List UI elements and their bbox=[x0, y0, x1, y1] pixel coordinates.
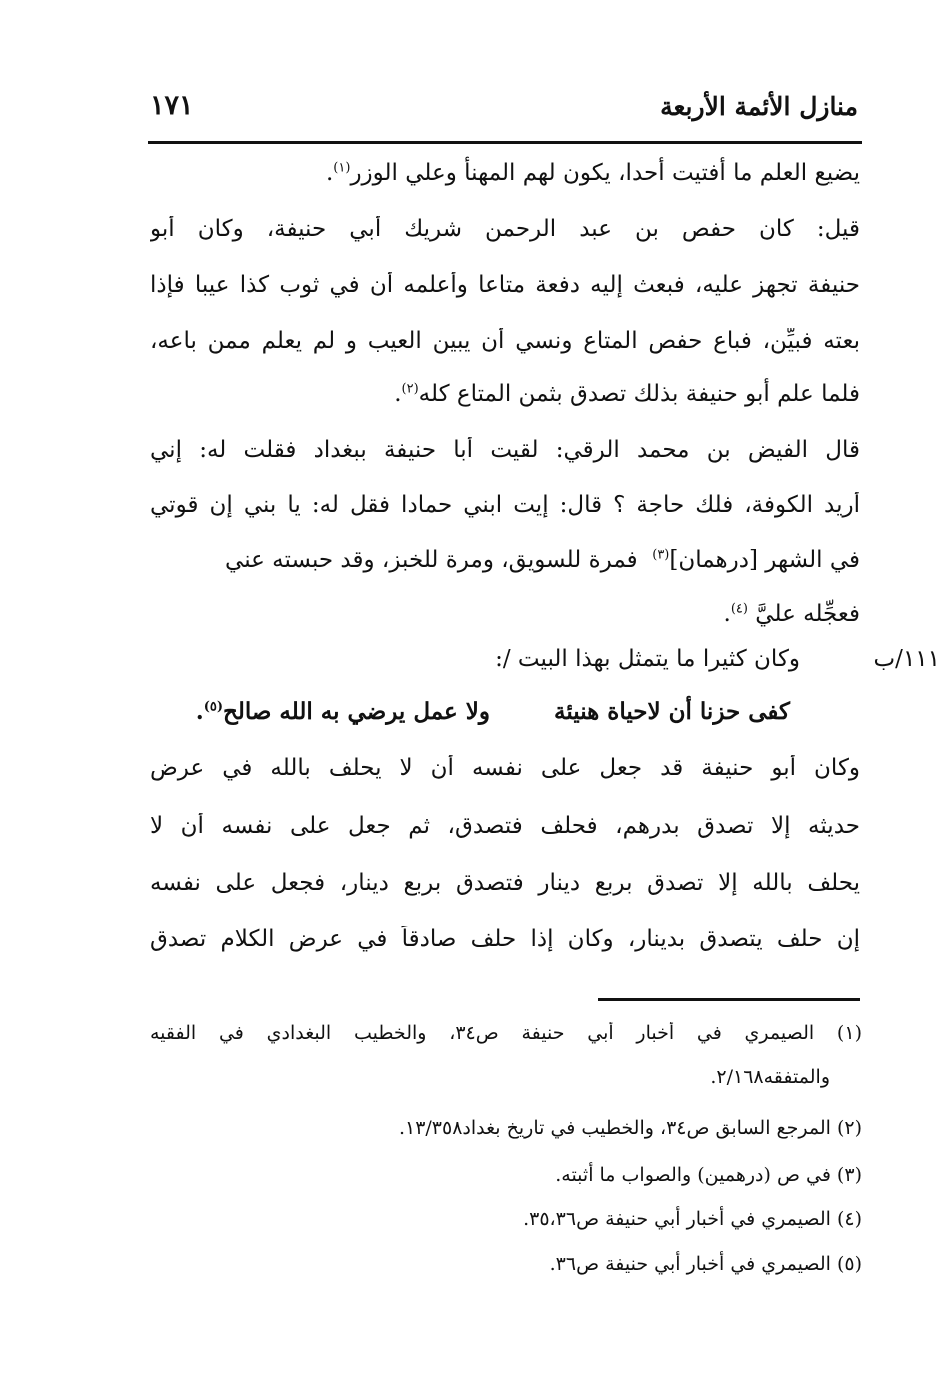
footnote: (١) الصيمري في أخبار أبي حنيفة ص٣٤، والخطيب البغدادي في الفقيه bbox=[150, 1022, 862, 1044]
margin-folio-note: ١١١/ب bbox=[873, 646, 940, 672]
main-text bbox=[150, 0, 860, 1000]
verse-second-hemistich: ولا عمل يرضي به الله صالح$^{(٥)}$. bbox=[195, 698, 490, 725]
text-line: وكان كثيرا ما يتمثل بهذا البيت /: bbox=[495, 646, 800, 672]
text-line: أريد الكوفة، فلك حاجة ؟ قال: إيت ابني حمادا فقل له: يا بني إن قوتي bbox=[150, 492, 860, 518]
running-header-title: منازل الأئمة الأربعة bbox=[660, 92, 858, 121]
text-line: بعته فبيِّن، فباع حفص المتاع ونسي أن يبين العيب و لم يعلم ممن باعه، bbox=[150, 328, 860, 354]
text-line: قال الفيض بن محمد الرقي: لقيت أبا حنيفة ببغداد فقلت له: إني bbox=[150, 437, 860, 463]
text-line: يحلف بالله إلا تصدق بربع دينار فتصدق بربع دينار، فجعل على نفسه bbox=[150, 870, 860, 896]
verse-first-hemistich: كفى حزنا أن لاحياة هنيئة bbox=[554, 698, 790, 725]
text-line: حنيفة تجهز عليه، فبعث إليه دفعة متاعا وأعلمه أن في ثوب كذا عيبا فإذا bbox=[150, 272, 860, 298]
text-line: إن حلف يتصدق بدينار، وكان إذا حلف صادقاً في عرض الكلام تصدق bbox=[150, 926, 860, 952]
text-line: في الشهر [درهمان]$^{(٣)}$ فمرة للسويق، ومرة للخبز، وقد حبسته عني bbox=[225, 547, 860, 573]
footnote: (٣) في ص (درهمين) والصواب ما أثبته. bbox=[555, 1164, 862, 1186]
footnote: (٥) الصيمري في أخبار أبي حنيفة ص٣٦. bbox=[549, 1253, 862, 1275]
text-line: فلما علم أبو حنيفة بذلك تصدق بثمن المتاع كله$^{(٢)}$. bbox=[394, 381, 860, 407]
text-line: فعجِّله عليَّ $^{(٤)}$. bbox=[723, 601, 860, 627]
footnote: (٤) الصيمري في أخبار أبي حنيفة ص٣٥،٣٦. bbox=[523, 1208, 862, 1230]
footnote-separator bbox=[598, 998, 860, 1001]
text-line: وكان أبو حنيفة قد جعل على نفسه أن لا يحلف بالله في عرض bbox=[150, 755, 860, 781]
text-line: حديثه إلا تصدق بدرهم، فحلف فتصدق، ثم جعل على نفسه أن لا bbox=[150, 813, 860, 839]
footnote: (٢) المرجع السابق ص٣٤، والخطيب في تاريخ بغداد١٣/٣٥٨. bbox=[398, 1117, 862, 1139]
page-number: ١٧١ bbox=[150, 90, 194, 121]
text-line: يضيع العلم ما أفتيت أحدا، يكون لهم المهنأ وعلي الوزر$^{(١)}$. bbox=[325, 160, 860, 186]
text-line: قيل: كان حفص بن عبد الرحمن شريك أبي حنيفة، وكان أبو bbox=[150, 216, 860, 242]
footnote-continuation: والمتفقه٢/١٦٨. bbox=[710, 1066, 830, 1088]
